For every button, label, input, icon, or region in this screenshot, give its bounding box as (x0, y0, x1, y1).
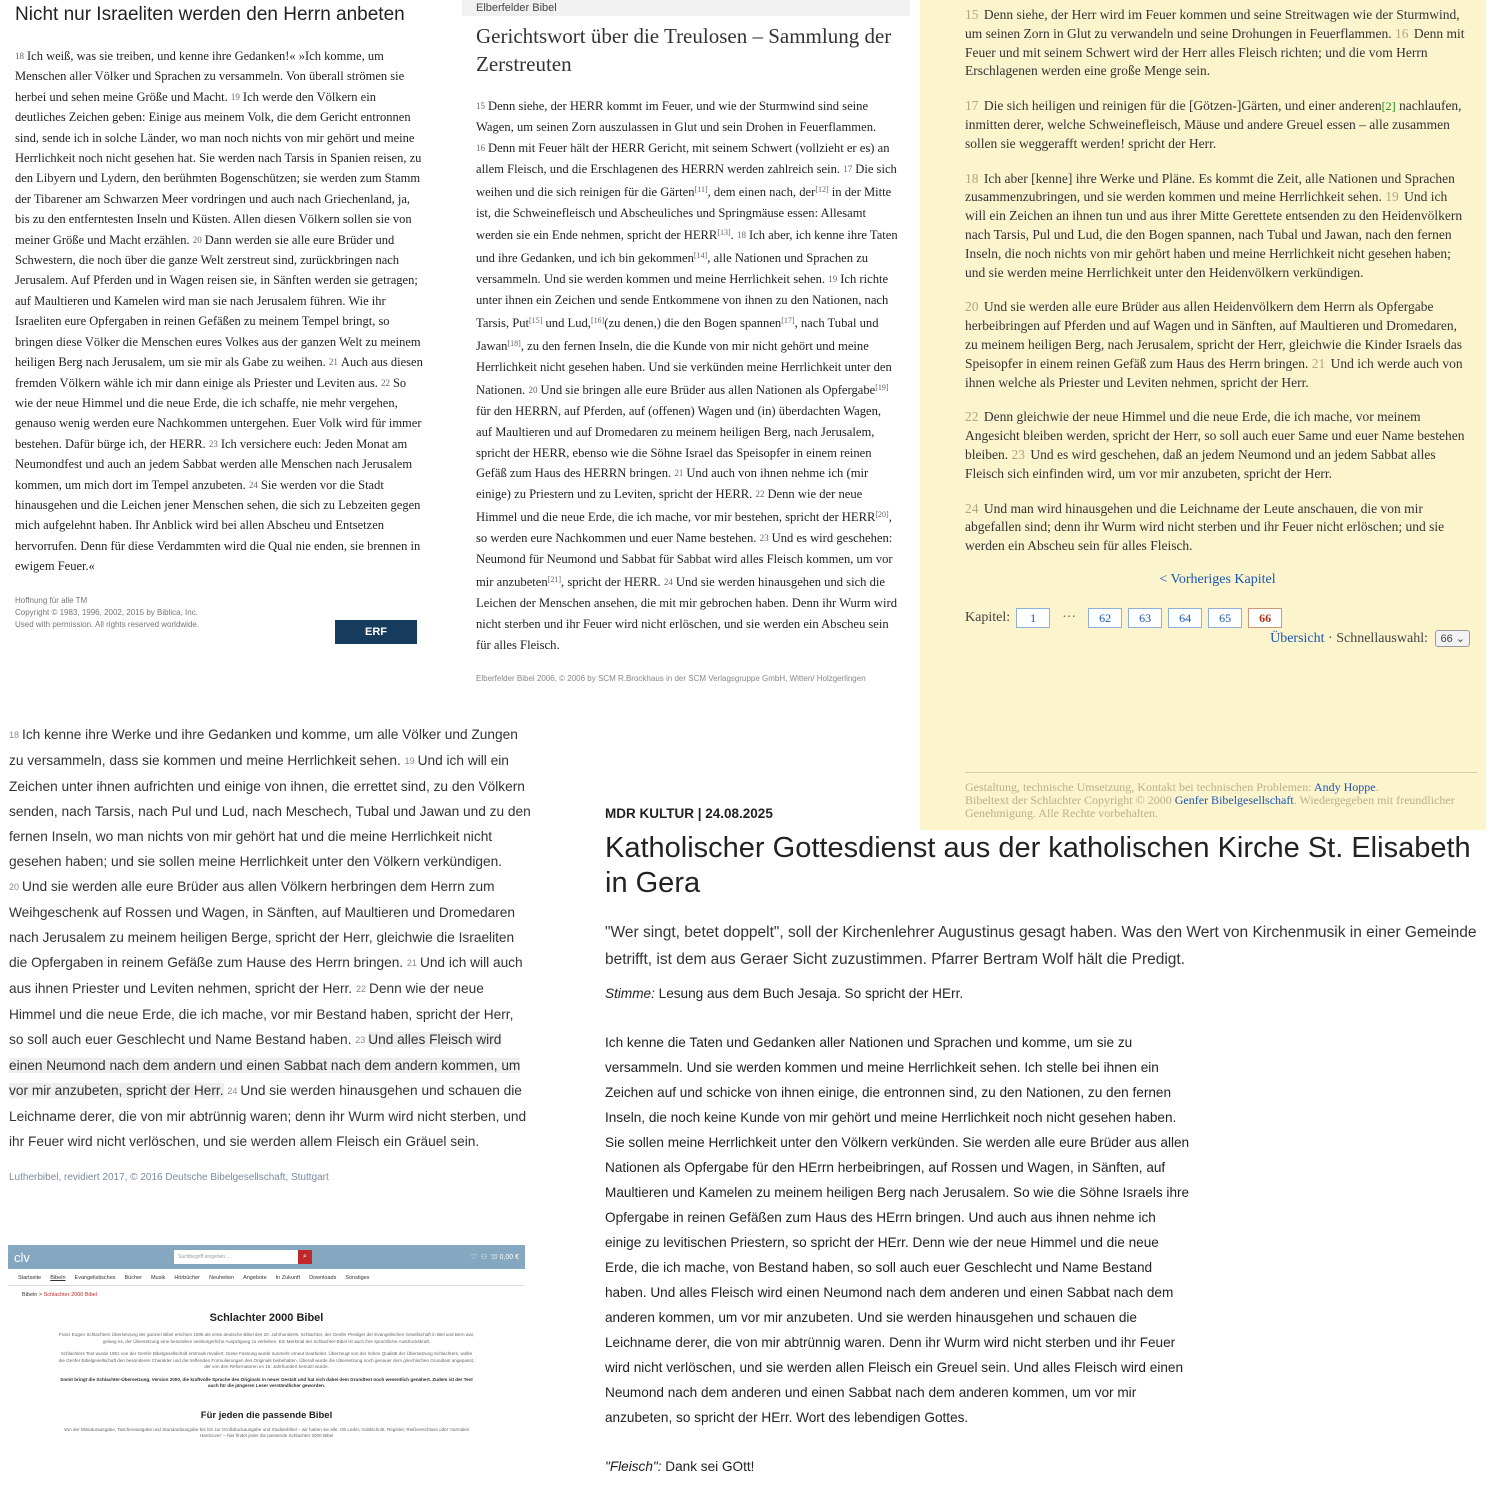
footer-text: . Wiedergegeben mit freundlicher Genehmigung. Alle Rechte vorbehalten. (965, 793, 1455, 820)
verse-text: Ich versichere euch: Jeden Monat am Neumondfest und auch an jedem Sabbat werden alle Menschen nach Jerusalem kommen, um mich dort im Tempel anzubeten. (15, 436, 413, 492)
verse-number: 17 (843, 163, 853, 174)
footnote-ref[interactable]: [20] (875, 510, 889, 520)
nav-item[interactable]: In Zukunft (275, 1275, 301, 1281)
verse-text: für den HERRN, auf Pferden, auf (offenen) Wagen und (in) überdachten Wagen, auf Maultieren und auf Dromedaren zu meinem heiligen Berg, nach Jerusalem, spricht der HERR, ebenso wie die Söhne Israel das Speisopfer in einem reinen Gefäß zum Haus des HERRN bringen. (476, 403, 882, 481)
verse-text: Ich kenne ihre Werke und ihre Gedanken und komme, um alle Völker und Zungen zu versammeln, dass sie kommen und meine Herrlichkeit sehen. (9, 727, 518, 768)
nav-item[interactable]: Angebote (243, 1275, 267, 1281)
mdr-kicker: MDR KULTUR | 24.08.2025 (605, 806, 773, 821)
elb-copyright: Elberfelder Bibel 2006, © 2006 by SCM R.Brockhaus in der SCM Verlagsgruppe GmbH, Witten/ Holzgerlingen (476, 673, 866, 683)
breadcrumb (8, 1286, 525, 1304)
nav-item[interactable]: Hörbücher (174, 1275, 200, 1281)
breadcrumb-root[interactable]: Bibeln (22, 1292, 38, 1298)
verse-text: Und man wird hinausgehen und die Leichname der Leute anschauen, die von mir abgefallen sind; denn ihr Wurm wird nicht sterben und ihr Feuer nicht erlöschen; und sie werden ein Abscheu sein für alles Fleisch. (965, 500, 1445, 554)
chapter-select-value: 66 (1440, 632, 1453, 645)
verse-number: 20 (528, 384, 538, 395)
nav-item[interactable]: Bücher (124, 1275, 142, 1281)
footnote-ref[interactable]: [18] (507, 338, 521, 348)
verse-text: Denn wie der neue Himmel und die neue Erde, die ich mache, vor mir bestehen, spricht der HERR (476, 487, 876, 525)
chapter-page-1[interactable]: 1 (1016, 608, 1050, 628)
lut-text (9, 722, 531, 1154)
elb-panel (462, 0, 912, 720)
verse-number: 18 (965, 170, 979, 186)
verse-text: Und sie werden alle eure Brüder aus allen Völkern herbringen dem Herrn zum Weihgeschenk auf Rossen und Wagen, in Sänften, auf Maultieren und Dromedaren nach Jerusalem zu meinem heiligen Berge, spricht der Herr, gleichwie die Israeliten die Opfergaben in reinem Gefäße zum Hause des Herrn bringen. (9, 879, 515, 970)
chapter-select[interactable] (1435, 630, 1470, 647)
pagination-ellipsis: ··· (1062, 609, 1077, 625)
chevron-down-icon: ⌄ (1455, 632, 1465, 645)
overview-link[interactable]: Übersicht (1270, 630, 1325, 646)
verse-number: 23 (1011, 446, 1025, 462)
verse-text: Und sie bringen alle eure Brüder aus allen Nationen als Opfergabe (540, 382, 876, 397)
bibleserver-logo[interactable]: ERF Bibleserver (335, 620, 417, 644)
verse-paragraph (965, 500, 1470, 556)
verse-number: 16 (476, 142, 485, 153)
verse-text: Und ich will auch aus ihnen Priester und Leviten nehmen, spricht der Herr. (9, 955, 523, 996)
clv-paragraph: Von der Miniaturausgabe, Taschenausgabe und Standardausgabe bis hin zur Großdruckausgabe und Studienbibel – wir haben sie alle. Ob Leder, Goldschnitt, Register, Reißverschluss oder 'normales Hardcover' – hier findet jeder die passende Schlachter 2000 Bibel (63, 1426, 470, 1438)
reading-text: Ich kenne die Taten und Gedanken aller Nationen und Sprachen und komme, um sie zu versammeln. Und sie werden kommen und meine Herrlichkeit sehen. Ich stelle bei ihnen ein Zeichen auf und schicke von ihnen einige, die entronnen sind, zu den Nationen, zu den fernen Inseln, die noch keine Kunde von mir gehört und meine Herrlichkeit noch nicht gesehen haben. Sie sollen meine Herrlichkeit unter den Völkern verkünden. Sie werden alle eure Brüder aus allen Nationen als Opfergabe für den HErrn herbeibringen, auf Rossen und Wagen, in Sänften, auf Maultieren und Kamelen zu meinem heiligen Berg nach Jerusalem. So wie die Söhne Israels ihre Opfergabe in reinen Gefäßen zum Haus des HErrn bringen. Und auch aus ihnen nehme ich einige zu levitischen Priestern, so spricht der HErr. Denn wie der neue Himmel und die neue Erde, die ich mache, von Bestand haben, so soll auch euer Geschlecht und Name Bestand haben. Und alles Fleisch wird einen Neumond nach dem anderen und einen Sabbat nach dem anderen kommen, um vor mir anzubeten. Und sie werden hinausgehen und schauen die Leichname derer, die von mir abtrünnig waren. Denn ihr Wurm wird nicht sterben und ihr Feuer wird nicht verlöschen, und sie werden allen Fleisch ein Greuel sein. Und alles Fleisch wird einen Neumond nach dem anderen und einen Sabbat nach dem anderen kommen, um vor mir anzubeten, so spricht der HErr. Wort des lebendigen Gottes. (605, 1035, 1190, 1425)
clv-paragraph: Schlachters Text wurde 1951 von der Genfer Bibelgesellschaft erstmals revidiert. Diese Fassung wurde nunmehr erneut bearbeitet. Überzeugt von der hohen Qualität der Übersetzung Schlachters, wollte die Genfer Bibelgesellschaft den besonderen Charakter und die treffenden Formulierungen des Originals beibehalten. Überall wurde die Übersetzung noch genauer dem griechischen Grundtext angepasst, der von den Reformatoren im 16. Jahrhundert benutzt wurde. (58, 1351, 475, 1369)
verse-number: 22 (380, 377, 390, 388)
footnote-ref[interactable]: [16] (590, 316, 605, 326)
footnote-ref[interactable]: [21] (547, 574, 562, 584)
elb-title: Gerichtswort über die Treulosen – Sammlung der Zerstreuten (476, 24, 892, 76)
verse-text: Ich weiß, was sie treiben, und kenne ihre Gedanken!« »Ich komme, um Menschen aller Völker und Sprachen zu versammeln. Von überall strömen sie herbei und sehen meine Größe und Macht. (15, 49, 405, 104)
verse-text: Und alles Fleisch wird einen Neumond nach dem andern und einen Sabbat nach dem andern kommen, um vor mir anzubeten, spricht der Herr. (9, 1032, 521, 1098)
author-link[interactable]: Andy Hoppe (1313, 780, 1376, 794)
footnote-ref[interactable]: [15] (529, 316, 543, 326)
verse-text: und Lud, (542, 316, 591, 331)
voice-line (605, 981, 1195, 1006)
chapter-label: Kapitel: (965, 609, 1011, 625)
search-button[interactable] (298, 1250, 312, 1264)
response-text: Dank sei GOtt! (661, 1459, 755, 1474)
verse-text: (zu denen,) die den Bogen spannen (604, 316, 782, 331)
sch-panel (920, 0, 1486, 830)
chapter-page-63[interactable]: 63 (1128, 608, 1162, 628)
verse-text: Und sie werden alle eure Brüder aus allen Heidenvölkern dem Herrn als Opfergabe herbeibringen auf Pferden und auf Wagen und in Sänften, auf Maultieren und Dromedaren, zu meinem heiligen Berg, nach Jerusalem, spricht der Herr, gleichwie die Kinder Israels das Speisopfer in einem reinen Gefäß zum Haus des Herrn bringen. (965, 299, 1463, 371)
verse-number: 19 (828, 274, 838, 285)
lut-panel (0, 722, 540, 1242)
chapter-page-64[interactable]: 64 (1168, 608, 1202, 628)
clv-paragraph: Somit bringt die Schlachter-Übersetzung, Version 2000, die kraftvolle Sprache des Originals in neuer Gestalt und hat sich dabei dem Grundtext noch wesentlich genähert. Zudem ist der Text auch für die jüngeren Leser verständlicher geworden. (60, 1376, 473, 1388)
cart-icon[interactable]: ⛫ (491, 1253, 498, 1261)
verse-number: 23 (759, 533, 769, 544)
verse-number: 16 (1395, 25, 1409, 41)
hfa-title: Nicht nur Israeliten werden den Herrn anbeten (15, 4, 405, 25)
mdr-panel (598, 800, 1500, 1500)
verse-text: Denn siehe, der Herr wird im Feuer kommen und seine Streitwagen wie der Sturmwind, um seinen Zorn in Glut zu verwandeln und seine Drohungen in Feuerflammen. (965, 7, 1460, 41)
verse-text: Denn gleichwie der neue Himmel und die neue Erde, die ich mache, vor meinem Angesicht bleiben werden, spricht der Herr, so soll auch euer Same und euer Name bestehen bleiben. (965, 409, 1465, 462)
verse-text: Und sie werden hinausgehen und sich die Leichen der Menschen ansehen, die mit mir gebrochen haben. Denn ihr Wurm wird nicht sterben und ihr Feuer wird nicht erlöschen, und sie werden ein Abscheu sein für alles Fleisch. (476, 574, 898, 652)
response-label: "Fleisch": (605, 1459, 662, 1474)
verse-text: Denn mit Feuer hält der HERR Gericht, mit seinem Schwert (vollzieht er es) an allem Fleisch, und die Erschlagenen des HERRN werden zahlreich sein. (476, 140, 890, 176)
footnote-ref[interactable]: [12] (815, 184, 829, 194)
verse-text: Ich werde den Völkern ein deutliches Zeichen geben: Einige aus meinem Volk, die dem Gericht entronnen sind, sende ich in solche Länder, wo man noch nichts von mir gehört und meine Herrlichkeit noch nicht gesehen hat. Sie werden nach Tarsis in Spanien reisen, zu den Libyern und Lydern, den berühmten Bogenschützen; sie werden zum Stamm der Tibarener am Schwarzen Meer vordringen und auch nach Griechenland, ja, bis zu den entferntesten Inseln und Küsten. Allen diesen Völkern sollen sie von meiner Größe und Macht erzählen. (15, 89, 422, 247)
verse-text: , alle Nationen und Sprachen zu versammeln. Und sie werden kommen und meine Herrlichkeit sehen. (476, 251, 869, 287)
verse-text: So wie der neue Himmel und die neue Erde, die ich schaffe, nie mehr vergehen, genauso wenig werden eure Nachkommen untergehen. Euer Volk wird für immer bestehen. Dafür bürge ich, der HERR. (15, 375, 422, 451)
verse-number: 24 (663, 576, 673, 587)
verse-number: 23 (355, 1035, 366, 1045)
user-icon[interactable]: ⚇ (480, 1253, 488, 1261)
search-input[interactable]: Suchbegriff eingeben ... (174, 1250, 298, 1264)
footer-text: Bibeltext der Schlachter Copyright © 2000 (965, 793, 1175, 807)
heart-icon[interactable]: ♡ (470, 1253, 478, 1261)
verse-text: Ich aber [kenne] ihre Werke und Pläne. Es kommt die Zeit, alle Nationen und Sprachen zusammenzubringen, und sie werden kommen und meine Herrlichkeit sehen. (965, 170, 1455, 205)
footnote-ref[interactable]: [11] (694, 184, 708, 194)
quick-select-label: · Schnellauswahl: (1328, 630, 1428, 646)
verse-paragraph (965, 298, 1470, 392)
verse-text: Und ich will ein Zeichen unter ihnen aufrichten und einige von ihnen, die errettet sind, zu den Völkern senden, nach Tarsis, nach Pul und Lud, nach Meschech, Tubal und Jawan und zu den fernen Inseln, wo man nichts von mir gehört hat und die meine Herrlichkeit nicht gesehen haben; und sie sollen meine Herrlichkeit unter den Völkern verkündigen. (9, 753, 531, 869)
breadcrumb-separator: > (38, 1292, 43, 1298)
hfa-copyright-line: Copyright © 1983, 1996, 2002, 2015 by Biblica, Inc. (15, 607, 198, 617)
chapter-page-62[interactable]: 62 (1088, 608, 1122, 628)
nav-item[interactable]: Bibeln (50, 1275, 66, 1281)
hfa-text (15, 46, 425, 577)
verse-number: 17 (965, 98, 979, 114)
verse-number: 15 (476, 101, 485, 111)
verse-text: , nach Tubal und Jawan (476, 316, 879, 353)
verse-text: Und es wird geschehen: Neumond für Neumond und Sabbat für Sabbat wird alles Fleisch kommen, um vor mir anzubeten (476, 531, 893, 589)
lut-copyright: Lutherbibel, revidiert 2017, © 2016 Deutsche Bibelgesellschaft, Stuttgart (9, 1172, 329, 1183)
quick-select-row (965, 630, 1470, 647)
verse-number: 19 (404, 756, 415, 766)
footnote-ref[interactable]: [14] (693, 251, 708, 261)
verse-text: Dann werden sie alle eure Brüder und Schwestern, die noch über die ganze Welt zerstreut sind, zurückbringen nach Jerusalem. Auf Pferden und in Wagen reisen sie, in Sänften werden sie getragen; auf Maultieren und Kamelen wird man sie nach Jerusalem führen. Wie ihr Israeliten eure Opfergaben in reinen Gefäßen zu meinem Tempel bringt, so bringen diese Völker die Menschen eures Volkes aus der ganzen Welt zu meinem heiligen Berg nach Jerusalem, um sie mir als Gabe zu weihen. (15, 232, 421, 370)
verse-number: 24 (227, 1086, 238, 1096)
verse-number: 15 (965, 7, 979, 22)
elb-tab[interactable]: Elberfelder Bibel (462, 0, 910, 16)
clv-nav (8, 1269, 525, 1286)
verse-paragraph (965, 170, 1470, 283)
verse-text: Ich richte unter ihnen ein Zeichen und sende Entkommene von ihnen zu den Nationen, nach Tarsis, Put (476, 272, 889, 331)
verse-number: 24 (248, 479, 258, 490)
voice-label: Stimme: (605, 986, 655, 1001)
footnote-ref[interactable]: [17] (781, 316, 795, 326)
verse-text: Denn siehe, der HERR kommt im Feuer, und wie der Sturmwind sind seine Wagen, um seinen Zorn auszulassen in Glut und sein Drohen in Feuerflammen. (476, 99, 877, 134)
nav-item[interactable]: Sonstiges (345, 1275, 370, 1281)
mdr-title: Katholischer Gottesdienst aus der katholischen Kirche St. Elisabeth in Gera (605, 832, 1471, 899)
nav-item[interactable]: Downloads (309, 1275, 337, 1281)
verse-number: 21 (1311, 355, 1326, 371)
verse-text: Sie werden vor die Stadt hinausgehen und die Leichen jener Menschen sehen, die sich zu Lebzeiten gegen mich aufgelehnt haben. Ihr Anblick wird bei allen Abscheu und Entsetzen hervorrufen. Denn für diese Verdammten wird die Qual nie enden, sie brennen in ewigem Feuer.« (15, 477, 421, 574)
verse-number: 20 (965, 299, 979, 315)
verse-paragraph (965, 6, 1470, 81)
verse-text: in der Mitte ist, die Schweinefleisch und Abscheuliches und Springmäuse essen: Allesamt werden sie ein Ende nehmen, spricht der HERR (476, 184, 892, 243)
elb-text (476, 96, 898, 656)
footnote-ref[interactable]: [13] (717, 228, 731, 238)
publisher-link[interactable]: Genfer Bibelgesellschaft (1174, 793, 1294, 807)
verse-number: 22 (755, 489, 765, 500)
chapter-page-65[interactable]: 65 (1208, 608, 1242, 628)
verse-text: Und auch von ihnen nehme ich (mir einige) zu Priestern und zu Leviten, spricht der HERR. (476, 466, 869, 502)
verse-text: Und es wird geschehen, daß an jedem Neumond und an jedem Sabbat alles Fleisch sich einfinden wird, um vor mir anzubeten, spricht der Herr. (965, 446, 1436, 481)
response-line (605, 1454, 1195, 1479)
nav-item[interactable]: Neuheiten (209, 1275, 235, 1281)
nav-item[interactable]: Evangelistisches (74, 1275, 116, 1281)
verse-text: , dem einen nach, der (707, 184, 816, 199)
verse-number: 20 (192, 234, 202, 245)
verse-text: . (730, 228, 734, 243)
verse-number: 21 (328, 357, 338, 368)
verse-number: 23 (208, 438, 218, 449)
cart-total[interactable]: 0,00 € (499, 1253, 519, 1261)
header-icons (471, 1253, 519, 1262)
clv-logo[interactable]: clv (14, 1249, 30, 1265)
verse-text: Auch aus diesen fremden Völkern wähle ich mir dann einige als Priester und Leviten aus. (15, 355, 423, 390)
footer-text: . (1375, 780, 1379, 794)
nav-item[interactable]: Startseite (18, 1275, 42, 1281)
verse-number: 20 (9, 882, 20, 892)
nav-item[interactable]: Musik (150, 1275, 166, 1281)
mdr-lead: "Wer singt, betet doppelt", soll der Kirchenlehrer Augustinus gesagt haben. Was den Wert von Kirchenmusik in einer Gemeinde betrifft, ist dem aus Geraer Sicht zuzustimmen. Pfarrer Bertram Wolf hält die Predigt. (605, 924, 1477, 968)
verse-text: , spricht der HERR. (561, 574, 661, 589)
verse-text: Denn wie der neue Himmel und die neue Erde, die ich mache, vor mir Bestand haben, spricht der Herr, so soll auch euer Geschlecht und Name Bestand haben. (9, 981, 514, 1047)
verse-text: Ich aber, ich kenne ihre Taten und ihre Gedanken, und ich bin gekommen (476, 228, 898, 266)
verse-text: Die sich heiligen und reinigen für die [Götzen-]Gärten, und einer anderen (983, 98, 1382, 114)
verse-paragraph (965, 97, 1470, 153)
hfa-copyright-line: Hoffnung für alle TM (15, 595, 88, 605)
verse-paragraph (965, 408, 1470, 483)
chapter-page-66-current[interactable]: 66 (1248, 608, 1282, 628)
verse-text: , so werden eure Nachkommen und euer Name bestehen. (476, 510, 892, 546)
chapter-pagination (965, 608, 1470, 628)
breadcrumb-current[interactable]: Schlachter 2000 Bibel (43, 1292, 98, 1298)
footnote-ref[interactable]: [2] (1381, 99, 1396, 114)
verse-number: 22 (965, 409, 979, 425)
footer-text: Gestaltung, technische Umsetzung, Kontakt bei technischen Problemen: (965, 780, 1314, 794)
verse-number: 18 (736, 230, 746, 241)
verse-number: 19 (1385, 189, 1399, 205)
verse-number: 18 (15, 51, 24, 61)
search-icon: ⌕ (303, 1253, 307, 1260)
verse-text: nachlaufen, inmitten derer, welche Schweinefleisch, Mäuse und andere Greuel essen – alle zusammen sollen sie weggerafft werden! spricht der Herr. (965, 98, 1462, 151)
verse-text: , zu den fernen Inseln, die die Kunde von mir nicht gehört und meine Herrlichkeit nicht gesehen haben. Und sie verkünden meine Herrlichkeit unter den Nationen. (476, 338, 892, 397)
verse-number: 19 (230, 91, 240, 102)
clv-header (8, 1245, 525, 1269)
verse-number: 21 (406, 958, 417, 968)
clv-title: Schlachter 2000 Bibel (209, 1312, 324, 1324)
hfa-copyright-line: Used with permission. All rights reserved worldwide. (15, 619, 200, 629)
verse-text: Und ich werde auch von ihnen welche als Priester und Leviten nehmen, spricht der Herr. (965, 355, 1463, 390)
previous-chapter-link[interactable]: < Vorheriges Kapitel (1159, 571, 1276, 587)
clv-panel (8, 1245, 525, 1495)
hfa-panel (0, 0, 440, 700)
verse-text: Denn mit Feuer und mit seinem Schwert wird der Herr alles Fleisch richten; und die vom Herrn Erschlagenen werden eine große Menge sein. (965, 25, 1465, 79)
verse-number: 18 (9, 730, 20, 740)
voice-text: Lesung aus dem Buch Jesaja. So spricht der HErr. (654, 986, 964, 1001)
clv-paragraph: Franz Eugen Schlachters Übersetzung der ganzen Bibel erschien 1905 als erste deutsche Bibel des 20. Jahrhunderts. Schlachter, der Genfer Prediger der Evangelischen Gesellschaft in Biel und Bern war, gelang es, der Übersetzung eine besondere seelsorgerliche Ausprägung zu verleihen. Ein Merkmal der Schlachter-Bibel ist auch ihre sprachliche Ausdruckskraft. (58, 1332, 475, 1344)
clv-subtitle: Für jeden die passende Bibel (200, 1409, 333, 1421)
verse-number: 21 (674, 468, 684, 479)
verse-number: 24 (965, 500, 979, 516)
footnote-ref[interactable]: [19] (875, 382, 889, 392)
verse-number: 22 (355, 984, 366, 994)
verse-text: Und ich will ein Zeichen an ihnen tun und aus ihrer Mitte Gerettete entsenden zu den Heidenvölkern nach Tarsis, Pul und Lud, die den Bogen spannen, nach Tubal und Jawan, nach den fernen Inseln, die noch nichts von mir gehört haben und meine Herrlichkeit nicht gesehen haben; und sie werden meine Herrlichkeit unter den Heidenvölkern verkündigen. (965, 189, 1463, 280)
sch-text (965, 6, 1470, 556)
verse-text: Die sich weihen und die sich reinigen für die Gärten (476, 161, 897, 199)
verse-text: Und sie werden hinausgehen und schauen die Leichname derer, die von mir abtrünnig waren; denn ihr Wurm wird nicht sterben, und ihr Feuer wird nicht verlöschen, und sie werden allem Fleisch ein Gräuel sein. (9, 1083, 527, 1149)
